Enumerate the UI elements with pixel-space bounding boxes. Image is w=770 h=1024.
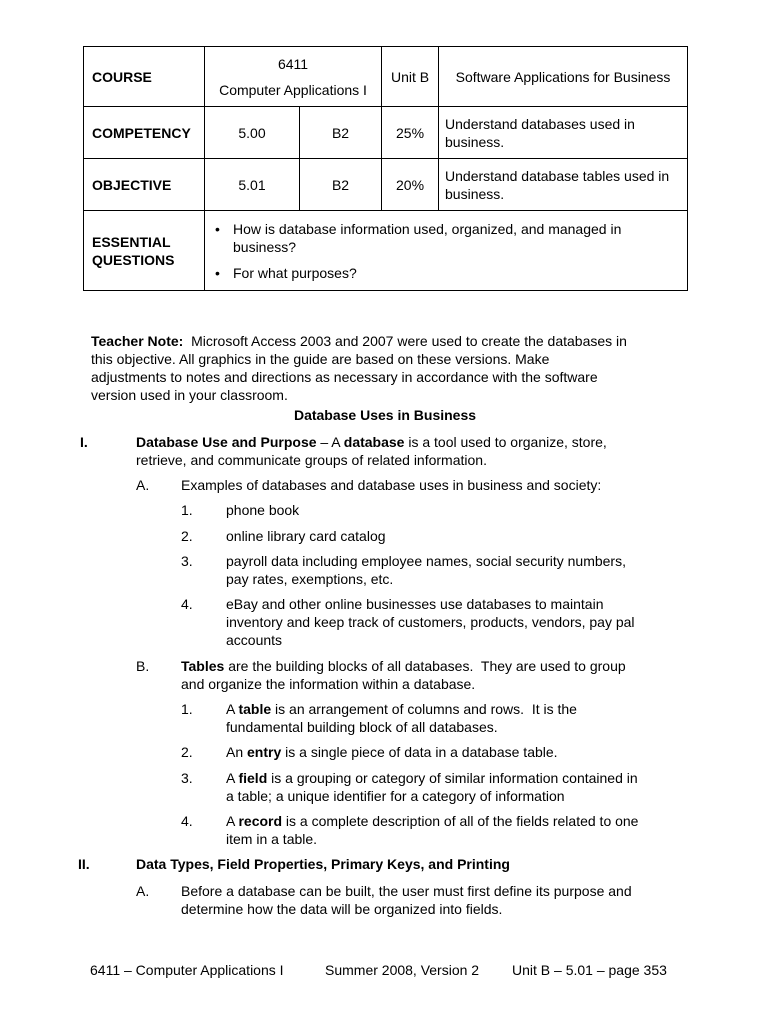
- course-label: COURSE: [84, 47, 205, 107]
- competency-row: [84, 107, 688, 159]
- course-cell: [205, 47, 382, 107]
- list-item: A record is a complete description of all of the fields related to one: [226, 813, 639, 829]
- outline-letter: A.: [136, 883, 150, 899]
- footer-version: Summer 2008, Version 2: [325, 962, 480, 978]
- list-item: phone book: [226, 502, 300, 518]
- outline-text: Examples of databases and database uses in business and society:: [181, 477, 602, 493]
- teacher-note-line: version used in your classroom.: [91, 387, 288, 403]
- list-item: An entry is a single piece of data in a database table.: [226, 744, 558, 760]
- competency-description: Understand databases used in business.: [439, 107, 688, 159]
- outline-text: Before a database can be built, the user must first define its purpose and: [181, 883, 632, 899]
- footer-course: 6411 – Computer Applications I: [90, 962, 284, 978]
- list-number: 4.: [181, 596, 193, 612]
- teacher-note-line: Teacher Note: Microsoft Access 2003 and 2007 were used to create the databases in: [91, 333, 627, 349]
- outline-numeral: II.: [78, 856, 90, 872]
- outline-text: and organize the information within a database.: [181, 676, 476, 692]
- unit-title: Software Applications for Business: [439, 47, 688, 107]
- course-number: 6411: [277, 55, 309, 72]
- list-item: eBay and other online businesses use databases to maintain: [226, 596, 604, 612]
- teacher-note-line: adjustments to notes and directions as necessary in accordance with the software: [91, 369, 598, 385]
- list-item: pay rates, exemptions, etc.: [226, 571, 394, 587]
- objective-label: OBJECTIVE: [84, 159, 205, 211]
- list-item: a table; a unique identifier for a category of information: [226, 788, 565, 804]
- outline-numeral: I.: [80, 434, 88, 450]
- competency-number: 5.00: [205, 107, 300, 159]
- list-number: 2.: [181, 744, 193, 760]
- competency-code: B2: [300, 107, 382, 159]
- list-number: 1.: [181, 701, 193, 717]
- outline-letter: B.: [136, 658, 150, 674]
- essential-questions-cell: [205, 211, 688, 291]
- essential-questions-row: [84, 211, 688, 291]
- list-item: payroll data including employee names, social security numbers,: [226, 553, 626, 569]
- list-item: A table is an arrangement of columns and rows. It is the: [226, 701, 577, 717]
- footer-page-number: Unit B – 5.01 – page 353: [512, 962, 667, 978]
- outline-heading: Data Types, Field Properties, Primary Keys, and Printing: [136, 856, 510, 872]
- list-item: fundamental building block of all databases.: [226, 719, 498, 735]
- objective-code: B2: [300, 159, 382, 211]
- list-number: 3.: [181, 770, 193, 786]
- list-item: A field is a grouping or category of similar information contained in: [226, 770, 638, 786]
- outline-heading: Database Use and Purpose – A database is a tool used to organize, store,: [136, 434, 607, 450]
- essential-questions-label: ESSENTIAL QUESTIONS: [84, 211, 205, 291]
- objective-row: [84, 159, 688, 211]
- list-number: 4.: [181, 813, 193, 829]
- course-info-table: [83, 46, 688, 291]
- competency-weight: 25%: [382, 107, 439, 159]
- question-item: • For what purposes?: [205, 264, 687, 282]
- course-row: [84, 47, 688, 107]
- outline-text: determine how the data will be organized into fields.: [181, 901, 503, 917]
- list-item: item in a table.: [226, 831, 318, 847]
- list-number: 3.: [181, 553, 193, 569]
- section-title: Database Uses in Business: [293, 407, 477, 423]
- outline-letter: A.: [136, 477, 150, 493]
- outline-text: Tables are the building blocks of all databases. They are used to group: [181, 658, 626, 674]
- list-item: accounts: [226, 632, 283, 648]
- unit-cell: Unit B: [382, 47, 439, 107]
- teacher-note-label: Teacher Note:: [91, 333, 184, 349]
- essential-questions-list: [205, 220, 687, 282]
- outline-text: retrieve, and communicate groups of related information.: [136, 452, 487, 468]
- list-item: inventory and keep track of customers, products, vendors, pay pal: [226, 614, 635, 630]
- objective-number: 5.01: [205, 159, 300, 211]
- objective-description: Understand database tables used in business.: [439, 159, 688, 211]
- competency-label: COMPETENCY: [84, 107, 205, 159]
- list-number: 2.: [181, 528, 193, 544]
- list-number: 1.: [181, 502, 193, 518]
- course-name: Computer Applications I: [219, 81, 367, 98]
- list-item: online library card catalog: [226, 528, 386, 544]
- question-item: • How is database information used, organized, and managed in business?: [205, 220, 653, 256]
- teacher-note-line: this objective. All graphics in the guide are based on these versions. Make: [91, 351, 550, 367]
- objective-weight: 20%: [382, 159, 439, 211]
